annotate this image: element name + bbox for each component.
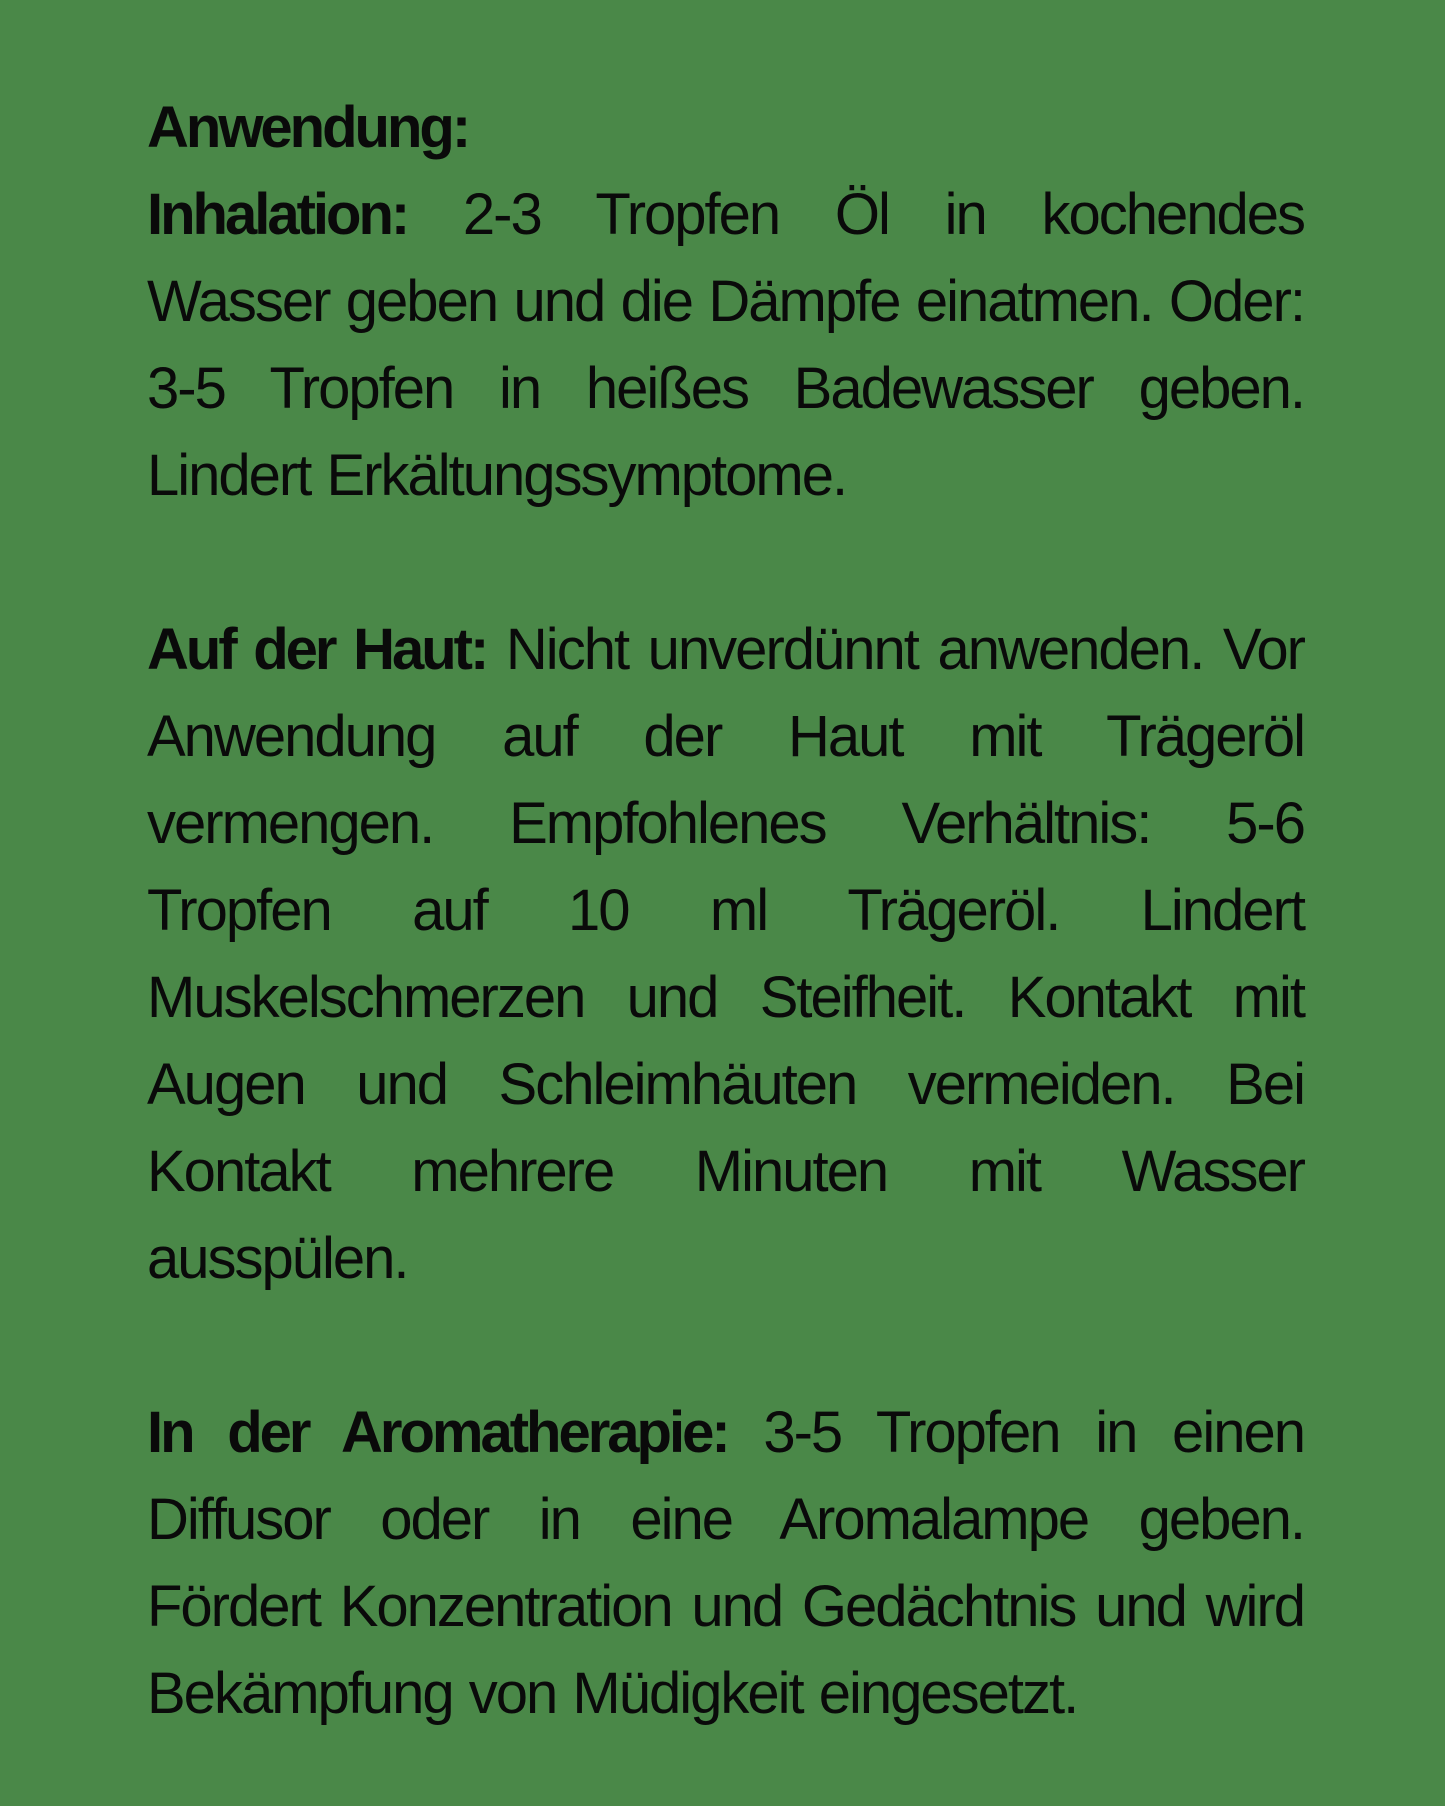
aromatherapy-label: In der Aromatherapie: <box>147 1400 728 1465</box>
skin-label: Auf der Haut: <box>147 617 487 682</box>
aromatherapy-paragraph <box>147 1389 1304 1737</box>
section-heading: Anwendung: <box>147 95 469 160</box>
inhalation-label: Inhalation: <box>147 182 408 247</box>
inhalation-text: 2-3 Tropfen Öl in kochendes Wasser geben und die Dämpfe einatmen. Oder: 3-5 Tropfen in heißes Badewasser geben. Lindert Erkältungssymptome. <box>147 182 1304 508</box>
usage-instructions <box>147 84 1304 1737</box>
skin-paragraph <box>147 606 1304 1302</box>
aromatherapy-text: 3-5 Tropfen in einen Diffusor oder in eine Aromalampe geben. Fördert Konzentration und Gedächtnis und wird Bekämpfung von Müdigkeit eingesetzt. <box>147 1400 1304 1726</box>
skin-text: Nicht unverdünnt anwenden. Vor Anwendung auf der Haut mit Trägeröl vermengen. Empfohlenes Verhältnis: 5-6 Tropfen auf 10 ml Trägeröl. Lindert Muskelschmerzen und Steifheit. Kontakt mit Augen und Schleimhäuten vermeiden. Bei Kontakt mehrere Minuten mit Wasser ausspülen. <box>147 617 1304 1291</box>
inhalation-paragraph <box>147 171 1304 519</box>
